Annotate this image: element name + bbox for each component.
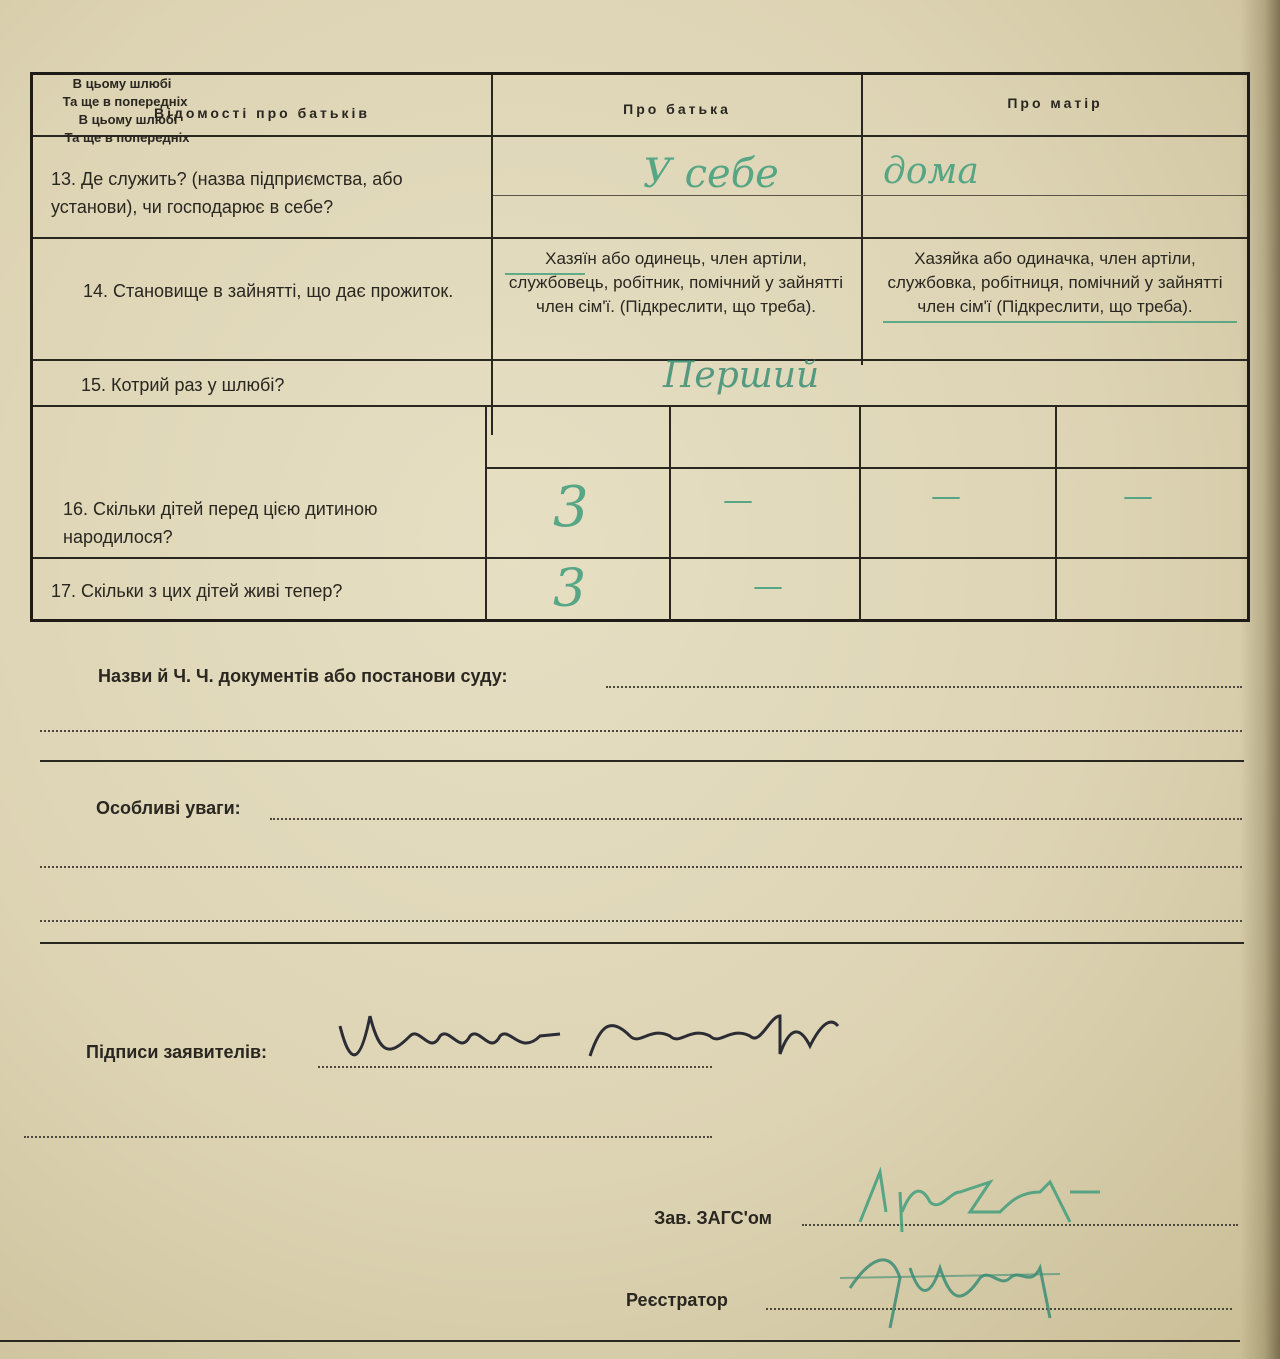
parents-info-table bbox=[30, 72, 1250, 622]
notes-fill-line-1 bbox=[270, 818, 1242, 820]
q16-mother-prev: — bbox=[1123, 479, 1153, 514]
q17-father-this: 3 bbox=[553, 559, 587, 619]
header-parents-info: Відомості про батьків bbox=[153, 105, 371, 121]
q13-father-answer: У себе bbox=[643, 151, 779, 197]
table-vline-1 bbox=[491, 75, 493, 435]
sub-father-this-marriage: В цьому шлюбі bbox=[72, 76, 172, 91]
header-father: Про батька bbox=[623, 101, 731, 117]
signatures-fill-line-2 bbox=[24, 1136, 712, 1138]
q14-label: 14. Становище в зайнятті, що дає прожиток. bbox=[83, 281, 454, 301]
sub-father-previous: Та ще в попередніх bbox=[62, 94, 188, 109]
q15-answer: Перший bbox=[663, 355, 820, 396]
q15-label: 15. Котрий раз у шлюбі? bbox=[81, 375, 285, 395]
table-hline-header bbox=[33, 135, 1247, 137]
notes-fill-line-2 bbox=[40, 866, 1242, 868]
q14-mother-options: Хазяйка або одиначка, член артіли, службовка, робітниця, помічний у зайнятті член сім'ї (Підкреслити, що треба). bbox=[887, 249, 1223, 316]
applicant-signature bbox=[330, 996, 850, 1076]
table-vline-4 bbox=[859, 405, 861, 621]
docs-fill-line-2 bbox=[40, 730, 1242, 732]
q16-father-prev: — bbox=[723, 483, 753, 518]
notes-label: Особливі уваги: bbox=[96, 798, 241, 818]
q16-mother-this: — bbox=[931, 479, 961, 514]
signatures-label: Підписи заявителів: bbox=[86, 1042, 268, 1062]
notes-separator bbox=[40, 942, 1244, 944]
table-vline-1b bbox=[485, 405, 487, 621]
table-hline-sub bbox=[485, 467, 1247, 469]
header-mother: Про матір bbox=[1007, 95, 1103, 111]
sub-mother-this-marriage: В цьому шлюбі bbox=[78, 112, 178, 127]
docs-label: Назви й Ч. Ч. документів або постанови суду: bbox=[98, 666, 508, 686]
q13-label: 13. Де служить? (назва підприємства, або установи), чи господарює в себе? bbox=[51, 169, 403, 217]
registrar-label: Реєстратор bbox=[626, 1290, 728, 1310]
q13-mother-answer: дома bbox=[883, 151, 979, 192]
table-vline-3 bbox=[669, 405, 671, 621]
table-vline-2 bbox=[861, 75, 863, 365]
q17-father-prev: — bbox=[753, 569, 783, 604]
q14-father-underline bbox=[505, 273, 585, 275]
docs-fill-line-1 bbox=[606, 686, 1242, 688]
table-hline-q16 bbox=[33, 557, 1247, 559]
notes-fill-line-3 bbox=[40, 920, 1242, 922]
bottom-border bbox=[0, 1340, 1240, 1342]
q17-label: 17. Скільки з цих дітей живі тепер? bbox=[51, 581, 343, 601]
table-hline-q15 bbox=[33, 405, 1247, 407]
sub-mother-previous: Та ще в попередніх bbox=[64, 130, 190, 145]
registrar-signature bbox=[830, 1228, 1090, 1338]
table-hline-q14 bbox=[33, 359, 1247, 361]
q16-father-this: 3 bbox=[553, 475, 589, 540]
table-vline-5 bbox=[1055, 405, 1057, 621]
head-label: Зав. ЗАГС'ом bbox=[654, 1208, 772, 1228]
q14-father-options: Хазяїн або одинець, член артіли, службовець, робітник, помічний у зайнятті член сім'ї. (Підкреслити, що треба). bbox=[508, 249, 844, 316]
docs-separator bbox=[40, 760, 1244, 762]
table-hline-q13-mid bbox=[493, 195, 1247, 196]
q16-label: 16. Скільки дітей перед цією дитиною народилося? bbox=[63, 499, 378, 547]
q14-mother-underline bbox=[883, 321, 1237, 323]
table-hline-q13 bbox=[33, 237, 1247, 239]
